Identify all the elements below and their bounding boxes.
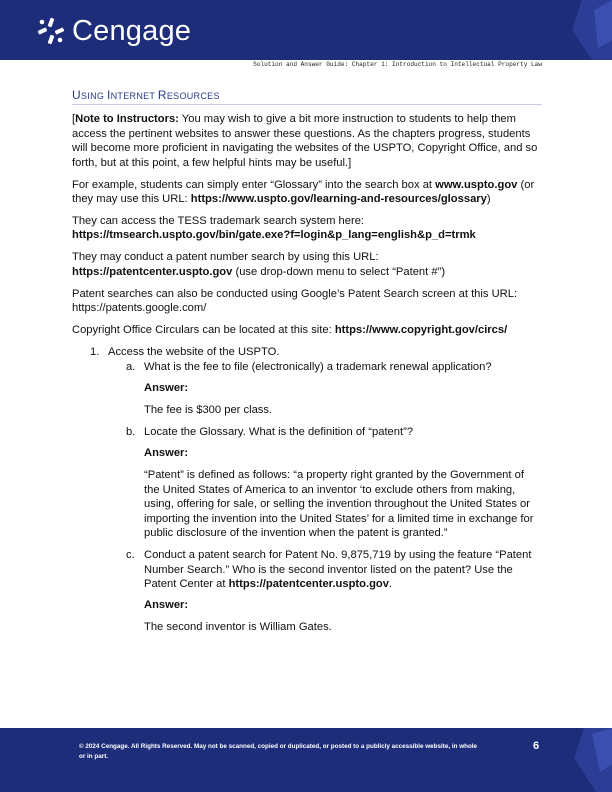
answer-a: The fee is $300 per class. [144, 404, 273, 417]
question-text: Access the website of the USPTO. [108, 346, 280, 359]
footer-bar [0, 728, 612, 792]
page-number: 6 [533, 740, 540, 752]
question-list [72, 345, 542, 634]
tess-link[interactable]: https://tmsearch.uspto.gov/bin/gate.exe?f=login&p_lang=english&p_d=trmk [72, 229, 476, 242]
copyright-circs-link[interactable]: https://www.copyright.gov/circs/ [334, 324, 508, 337]
patentcenter-link-2[interactable]: https://patentcenter.uspto.gov [228, 577, 389, 590]
instructor-note: [Note to Instructors: You may wish to give a bit more instruction to students to help them access the pertinent websites to answer these questions. As the chapters progress, students will become more proficient in navigating the websites of the USPTO, Copyright Office, and so forth, but at this point, a few helpful hints may be useful.] [72, 113, 538, 169]
answer-label-a: Answer: [144, 382, 189, 395]
subquestion-c: c. Conduct a patent search for Patent No. 9,875,719 by using the feature “Patent Number Search.” Who is the second inventor listed on the patent? Use the Patent Center at https://patentcenter.uspto.gov. [126, 549, 532, 590]
footer-decoration [562, 728, 612, 792]
google-patents-hint: Patent searches can also be conducted using Google’s Patent Search screen at this URL: https://patents.google.com/ [72, 287, 518, 315]
section-title: USING INTERNET RESOURCES [72, 88, 542, 105]
uspto-link[interactable]: www.uspto.gov [435, 178, 518, 191]
patentcenter-link[interactable]: https://patentcenter.uspto.gov [72, 265, 233, 278]
answer-label-c: Answer: [144, 599, 189, 612]
header-bar [0, 0, 612, 60]
page-content [72, 88, 542, 642]
copyright-notice: © 2024 Cengage. All Rights Reserved. May not be scanned, copied or duplicated, or posted to a publicly accessible website, in whole or in part. [79, 743, 478, 760]
glossary-hint: For example, students can simply enter “Glossary” into the search box at www.uspto.gov (or they may use this URL: https://www.uspto.gov/learning-and-resources/glossary) [72, 178, 535, 206]
subquestion-a: a. What is the fee to file (electronically) a trademark renewal application? [126, 360, 492, 373]
answer-b: “Patent” is defined as follows: “a property right granted by the Government of the United States of America to an inventor ‘to exclude others from making, using, offering for sale, or selling the invention throughout the United States or importing the invention into the United States’ for a limited time in exchange for public disclosure of the invention when the patent is granted.” [144, 469, 534, 540]
question-1 [72, 345, 542, 359]
answer-label-b: Answer: [144, 447, 189, 460]
cengage-logo [36, 14, 191, 48]
patent-number-hint: They may conduct a patent number search by using this URL: https://patentcenter.uspto.gov (use drop-down menu to select “Patent #”) [72, 251, 446, 278]
glossary-link[interactable]: https://www.uspto.gov/learning-and-resources/glossary [190, 193, 487, 206]
subquestion-b: b. Locate the Glossary. What is the definition of “patent”? [126, 426, 414, 439]
running-head: Solution and Answer Guide: Chapter 1: Introduction to Intellectual Property Law [253, 61, 542, 68]
question-number: 1. [90, 346, 100, 359]
copyright-circulars-hint: Copyright Office Circulars can be located at this site: https://www.copyright.gov/circs/ [72, 324, 508, 337]
answer-c: The second inventor is William Gates. [144, 621, 332, 634]
header-decoration [562, 0, 612, 60]
logo-text: Cengage [72, 14, 192, 47]
cengage-logo-icon [36, 16, 66, 46]
tess-hint: They can access the TESS trademark search system here: https://tmsearch.uspto.gov/bin/gate.exe?f=login&p_lang=english&p_d=trmk [72, 215, 476, 242]
